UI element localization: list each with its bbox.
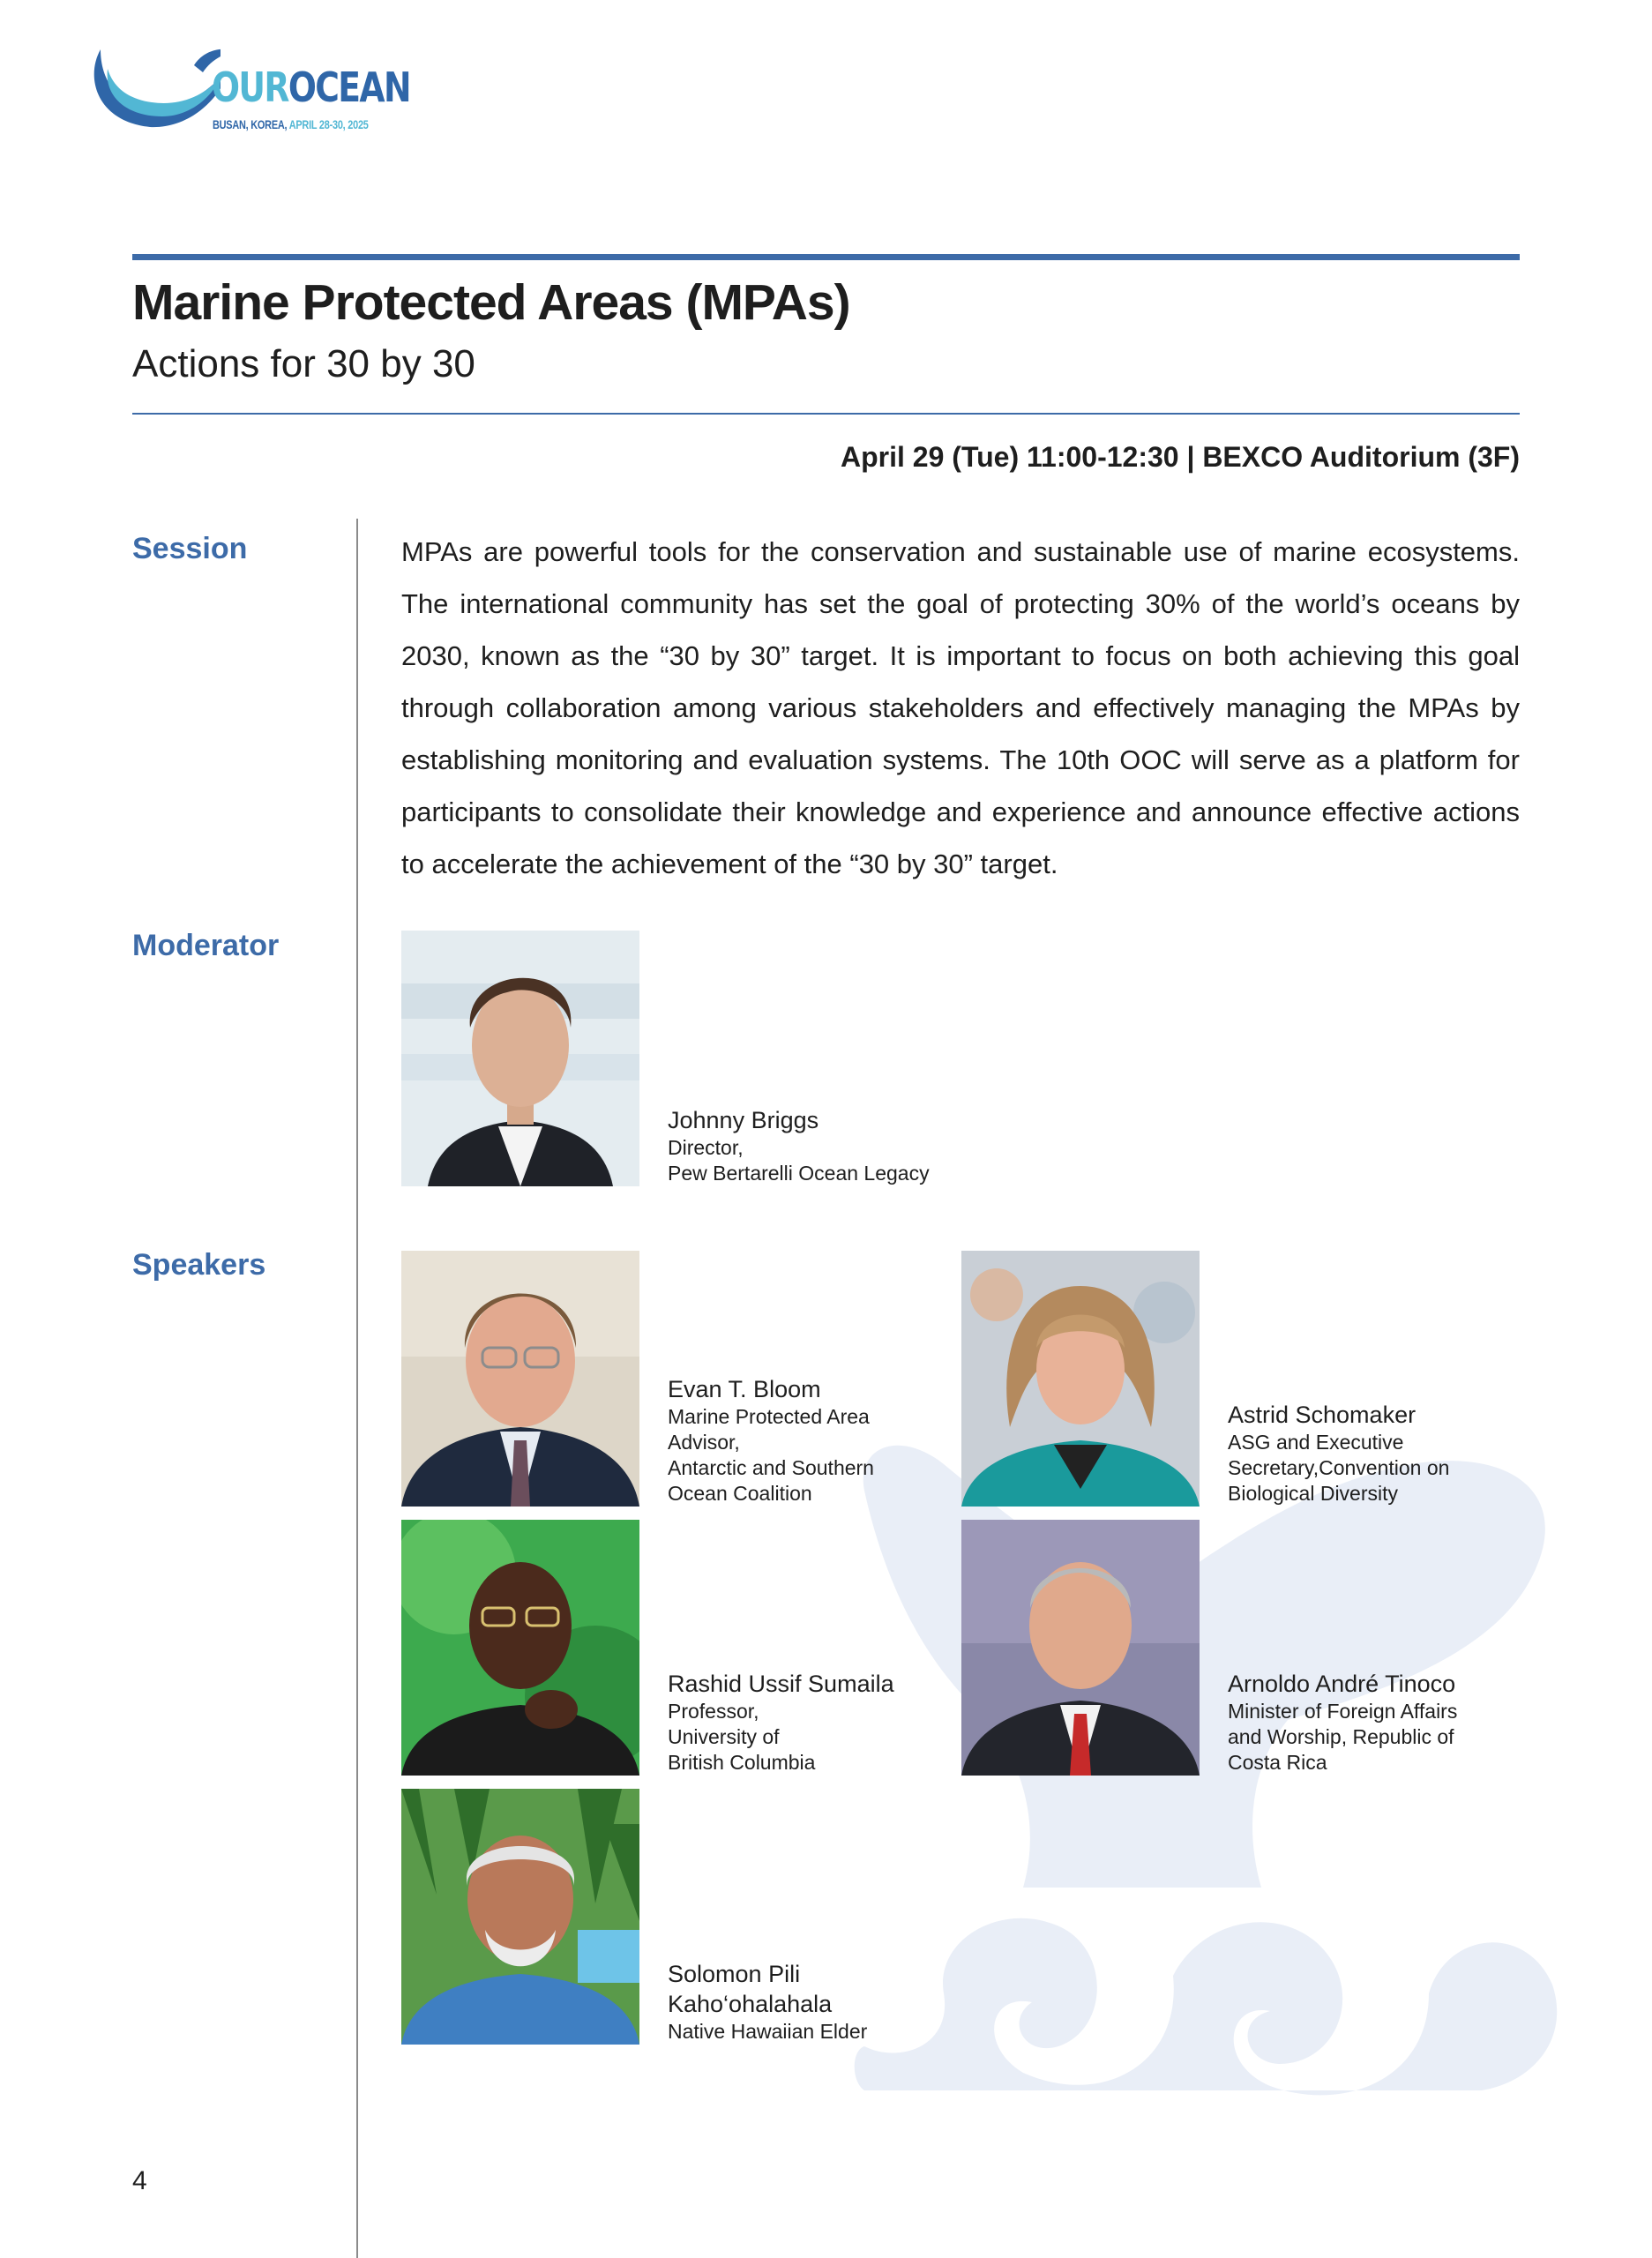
speaker-photo	[401, 1520, 639, 1776]
speaker-name: Evan T. Bloom	[668, 1376, 821, 1402]
speaker-info	[668, 1669, 932, 1776]
speaker-photo	[401, 1251, 639, 1507]
page-subtitle: Actions for 30 by 30	[132, 342, 475, 385]
speaker-name: Astrid Schomaker	[1228, 1402, 1417, 1428]
session-description: MPAs are powerful tools for the conservation and sustainable use of marine ecosystems. The international community has set the goal of protecting 30% of the world’s oceans by 2030, known as the “30 by 30” target. It is important to focus on both achieving this goal through collaboration among various stakeholders and effectively managing the MPAs by establishing monitoring and evaluation systems. The 10th OOC will serve as a platform for participants to consolidate their knowledge and experience and announce effective actions to accelerate the achievement of the “30 by 30” target.	[401, 536, 1520, 879]
speaker-role: Professor, University of British Columbia	[668, 1700, 816, 1774]
speaker-photo	[401, 1789, 639, 2045]
speaker-info	[668, 1374, 932, 1507]
logo-tagline	[213, 117, 369, 131]
speaker-role: Marine Protected Area Advisor, Antarctic and Southern Ocean Coalition	[668, 1405, 874, 1505]
logo-wordmark	[212, 64, 410, 111]
speaker-card-sumaila	[401, 1520, 931, 1776]
session-label: Session	[132, 532, 248, 565]
moderator-label: Moderator	[132, 929, 280, 962]
speaker-role: ASG and Executive Secretary,Convention on Biological Diversity	[1228, 1431, 1450, 1505]
wave-logo-icon	[88, 42, 221, 139]
page-title: Marine Protected Areas (MPAs)	[132, 274, 850, 331]
header-bottom-rule	[132, 413, 1520, 415]
moderator-card	[401, 931, 931, 1186]
speaker-card-bloom	[401, 1251, 931, 1507]
logo-dates: APRIL 28-30, 2025	[288, 117, 369, 131]
speaker-role: Minister of Foreign Affairs and Worship, Republic of Costa Rica	[1228, 1700, 1458, 1774]
logo-word-ocean: OCEAN	[288, 64, 410, 111]
speaker-photo	[961, 1251, 1200, 1507]
logo	[88, 42, 410, 139]
session-datetime-venue: April 29 (Tue) 11:00-12:30 | BEXCO Auditorium (3F)	[841, 441, 1520, 473]
speaker-card-tinoco	[961, 1520, 1491, 1776]
speaker-info	[1228, 1669, 1492, 1776]
column-divider	[356, 519, 358, 2258]
speakers-label: Speakers	[132, 1248, 266, 1282]
speaker-info	[1228, 1400, 1492, 1507]
speaker-info	[668, 1959, 932, 2045]
logo-location: BUSAN, KOREA,	[213, 117, 288, 131]
speaker-name: Rashid Ussif Sumaila	[668, 1671, 894, 1697]
speaker-name: Arnoldo André Tinoco	[1228, 1671, 1456, 1697]
page-number: 4	[132, 2166, 147, 2195]
speaker-card-kahoohalahala	[401, 1789, 931, 2045]
moderator-role: Director, Pew Bertarelli Ocean Legacy	[668, 1136, 930, 1185]
speaker-photo	[961, 1520, 1200, 1776]
moderator-photo	[401, 931, 639, 1186]
moderator-name: Johnny Briggs	[668, 1107, 819, 1133]
speaker-role: Native Hawaiian Elder	[668, 2020, 868, 2043]
header-top-rule	[132, 254, 1520, 260]
speaker-name: Solomon Pili Kaho‘ohalahala	[668, 1961, 833, 2017]
logo-word-our: OUR	[212, 64, 288, 111]
speaker-card-schomaker	[961, 1251, 1491, 1507]
moderator-info	[668, 1105, 932, 1186]
